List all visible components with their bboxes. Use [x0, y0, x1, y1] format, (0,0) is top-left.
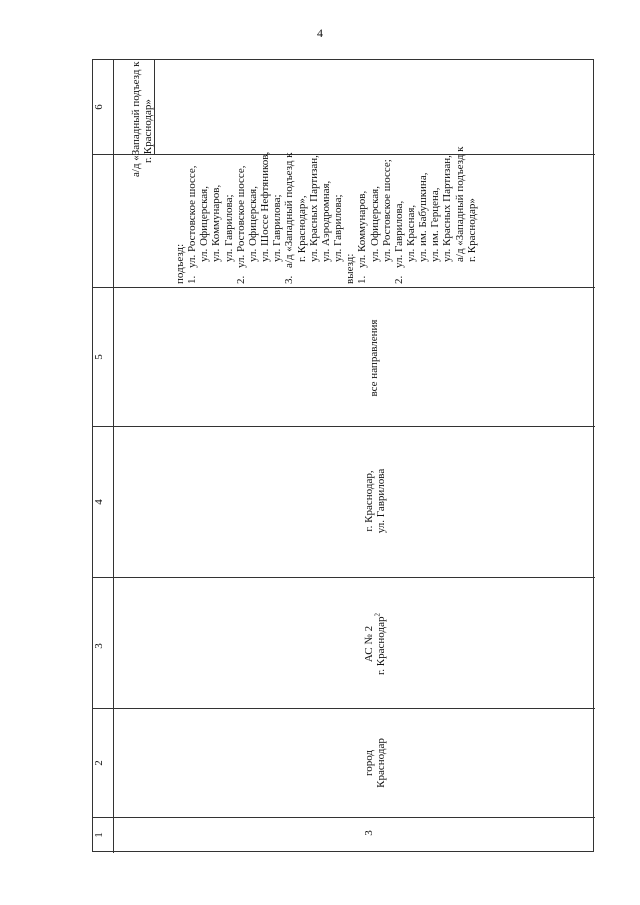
- podezd-item-2: [235, 0, 247, 284]
- header-num-2: 2: [93, 760, 105, 766]
- podezd-item-2-line-1: ул. Ростовское шоссе,: [234, 165, 247, 268]
- col2-line-2: Краснодар: [375, 738, 388, 788]
- vyezd-item-1-line-3: ул. Ростовское шоссе;: [380, 159, 393, 262]
- header-num-4: 4: [93, 499, 105, 505]
- podezd-item-1-line-4: ул. Гаврилова;: [222, 194, 235, 262]
- page-number: 4: [317, 26, 323, 40]
- col3-line-1: АС № 2: [363, 625, 375, 663]
- col6-top-cell: [130, 37, 156, 177]
- col4-line-2: ул. Гаврилова: [375, 468, 388, 534]
- vyezd-label: выезд:: [344, 253, 357, 284]
- header-num-5: 5: [93, 354, 105, 360]
- col6-list-frame: [174, 94, 554, 284]
- col3-city: г. Краснодар: [375, 616, 388, 675]
- podezd-item-3-num: 3.: [283, 275, 296, 284]
- podezd-item-2-num: 2.: [234, 275, 247, 284]
- header-num-3: 3: [93, 643, 105, 649]
- podezd-item-3-line-1: а/д «Западный подъезд к: [283, 152, 296, 268]
- col5-value: все направления: [368, 319, 380, 397]
- podezd-item-1-line-2: ул. Офицерская,: [198, 186, 211, 262]
- vyezd-item-2-line-6: а/д «Западный подъезд к: [453, 146, 466, 262]
- vyezd-item-2-line-5: ул. Красных Партизан,: [441, 155, 454, 262]
- col3-footnote-mark: 2: [373, 613, 382, 617]
- podezd-item-2-line-2: ул. Офицерская,: [246, 186, 259, 262]
- vyezd-item-1-line-1: ул. Коммунаров,: [356, 190, 369, 268]
- podezd-item-3-line-3: ул. Красных Партизан,: [307, 155, 320, 262]
- podezd-item-3-line-4: ул. Аэродромная,: [319, 180, 332, 262]
- vyezd-item-1-line-2: ул. Офицерская,: [368, 186, 381, 262]
- podezd-item-2-line-4: ул. Гаврилова;: [271, 194, 284, 262]
- col1-value: 3: [363, 830, 375, 836]
- vyezd-item-1: [356, 0, 368, 284]
- vyezd-item-2-line-7: г. Краснодар»: [465, 198, 478, 262]
- podezd-item-3: [283, 0, 295, 284]
- col4-line-1: г. Краснодар,: [363, 470, 375, 532]
- col3-value: [363, 599, 389, 689]
- col6-top-line-2: г. Краснодар»: [142, 99, 155, 163]
- col2-value: [363, 728, 389, 798]
- vyezd-item-2-line-1: ул. Гаврилова,: [392, 200, 405, 268]
- row-divider-5-6: [93, 708, 595, 709]
- podezd-item-3-line-5: ул. Гаврилова;: [332, 194, 345, 262]
- vyezd-item-2-line-4: ул. им. Герцена,: [429, 187, 442, 262]
- podezd-item-1: [186, 0, 198, 284]
- podezd-label: подъезд:: [174, 243, 186, 284]
- vyezd-item-2-line-3: ул. им. Бабушкина,: [417, 172, 430, 262]
- row-divider-4-5: [93, 577, 595, 578]
- col2-line-1: город: [363, 749, 375, 777]
- vyezd-item-2-line-2: ул. Красная,: [404, 204, 417, 262]
- header-num-1: 1: [93, 832, 105, 838]
- col3-line-2: [375, 599, 387, 689]
- row-divider-6-bottom: [93, 817, 595, 818]
- podezd-item-1-line-3: ул. Коммунаров,: [210, 184, 223, 262]
- podezd-item-1-line-1: ул. Ростовское шоссе,: [186, 165, 199, 268]
- vyezd-item-2-num: 2.: [392, 275, 405, 284]
- header-num-6: 6: [93, 104, 105, 110]
- podezd-item-1-num: 1.: [186, 275, 199, 284]
- vyezd-item-1-num: 1.: [356, 275, 369, 284]
- vyezd-item-2: [393, 0, 405, 284]
- col6-list: [174, 0, 478, 284]
- podezd-item-2-line-3: ул. Шоссе Нефтяников,: [259, 151, 272, 262]
- col4-value: [363, 454, 389, 548]
- header-column-divider: [113, 60, 114, 853]
- col6-top-line-1: а/д «Западный подъезд к: [130, 61, 142, 177]
- podezd-item-3-line-2: г. Краснодар»,: [295, 195, 308, 262]
- row-divider-3-4: [93, 426, 595, 427]
